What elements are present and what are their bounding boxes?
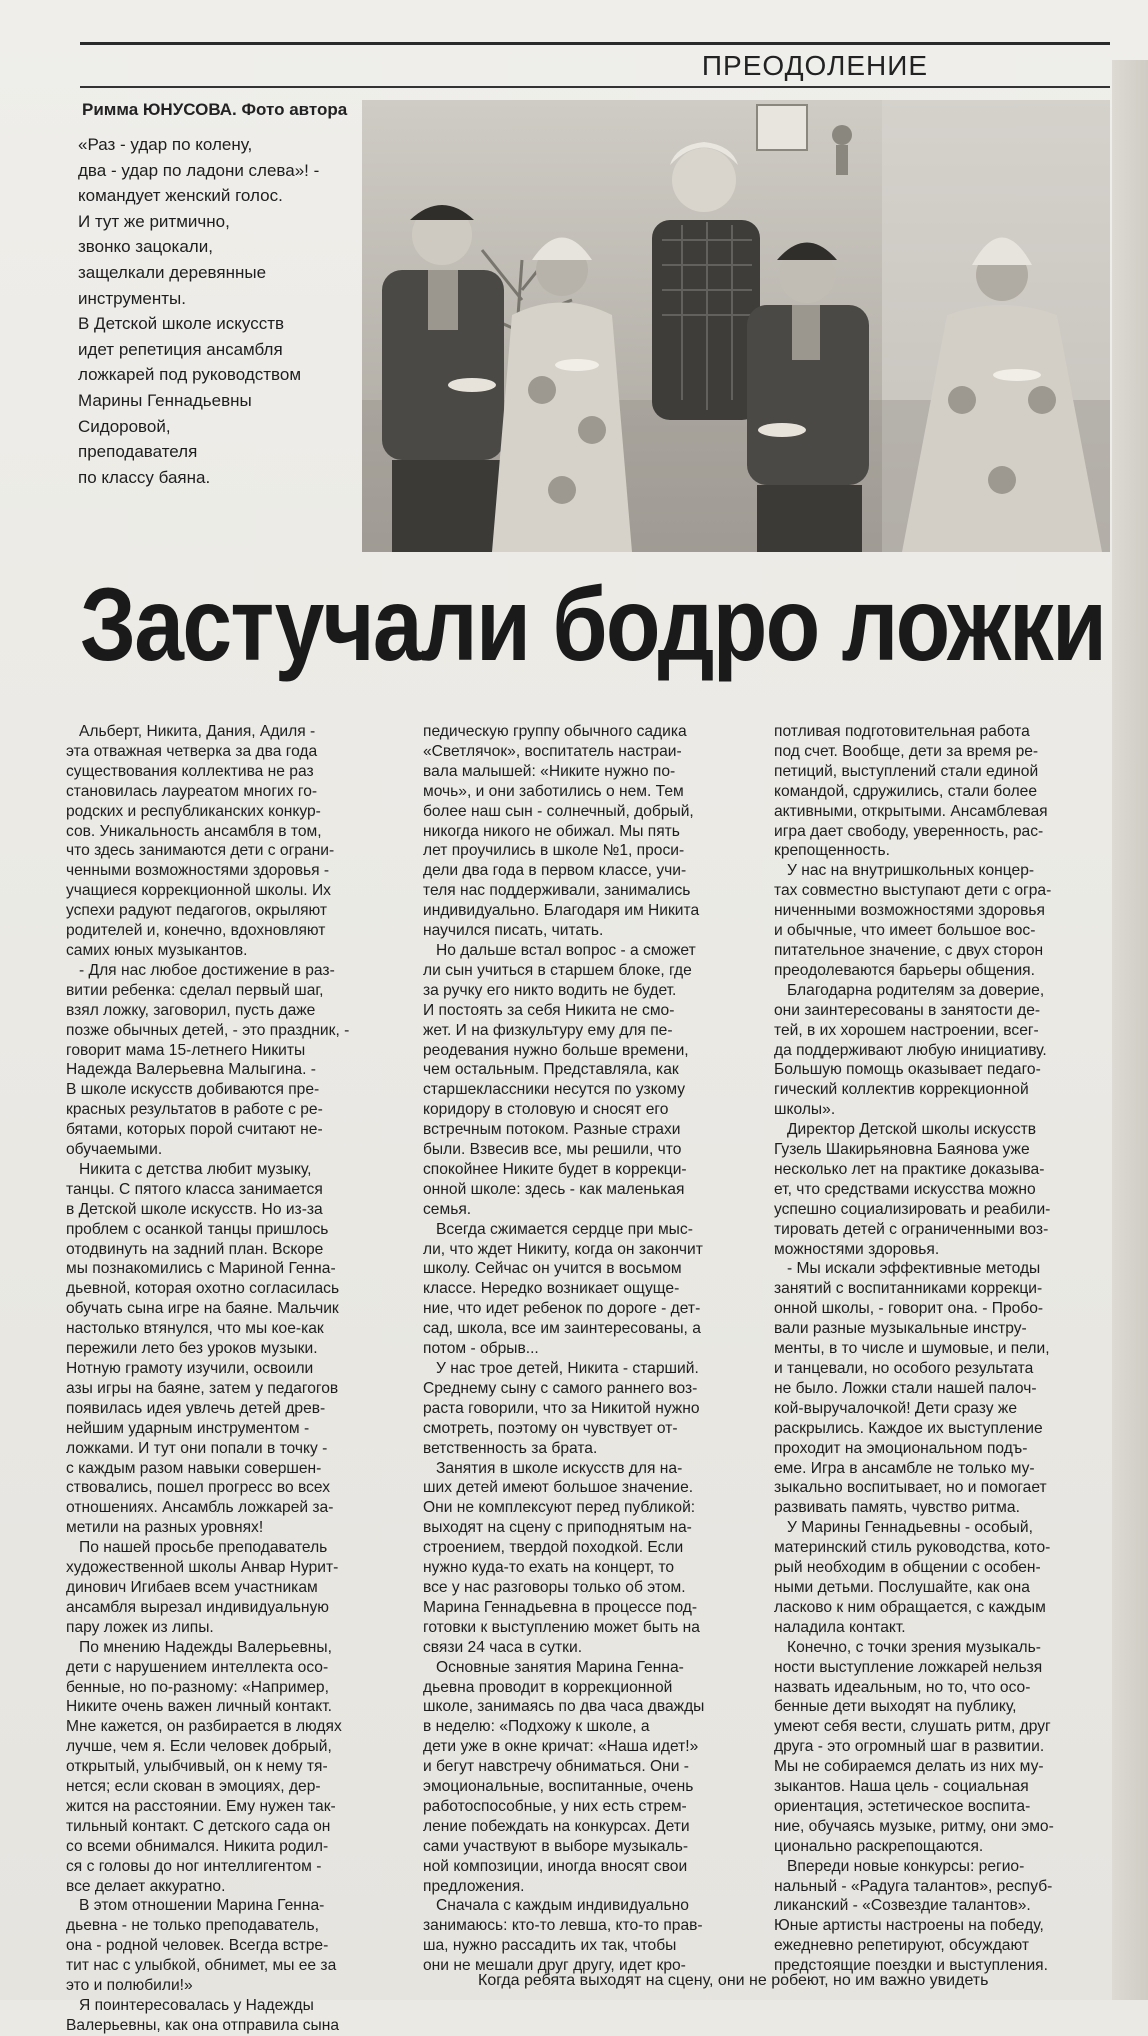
text-line: классе. Нередко возникает ощуще-: [423, 1280, 680, 1298]
text-line: активными, открытыми. Ансамблевая: [774, 802, 1048, 820]
text-line: строением, твердой походкой. Если: [423, 1539, 684, 1557]
text-line: нется; если скован в эмоциях, дер-: [66, 1778, 321, 1796]
lead-line: Марины Геннадьевны: [78, 390, 252, 410]
text-line: наладила контакт.: [774, 1618, 906, 1636]
text-line: они заинтересованы в занятости де-: [774, 1001, 1041, 1019]
text-line: школе, занимаясь по два часа дважды: [423, 1698, 705, 1716]
text-line: отношениях. Ансамбль ложкарей за-: [66, 1499, 334, 1517]
text-line: да поддерживают любую инициативу.: [774, 1041, 1047, 1059]
text-line: нужно куда-то ехать на концерт, то: [423, 1559, 675, 1577]
text-line: вали разные музыкальные инстру-: [774, 1320, 1027, 1338]
text-line: кой-выручалочкой! Дети сразу же: [774, 1399, 1018, 1417]
text-line: научился писать, читать.: [423, 922, 604, 940]
rubric-rule: [80, 86, 1110, 88]
text-line: ционально раскрепощаются.: [774, 1837, 984, 1855]
text-line: не было. Ложки стали нашей палоч-: [774, 1379, 1037, 1397]
text-line: нейшим ударным инструментом -: [66, 1419, 310, 1437]
text-line: Но дальше встал вопрос - а сможет: [423, 941, 696, 959]
text-line: мочь», и они заботились о нем. Тем: [423, 782, 684, 800]
text-line: По нашей просьбе преподаватель: [66, 1539, 328, 1557]
lead-line: ложкарей под руководством: [78, 365, 302, 385]
text-line: Юные артисты настроены на победу,: [774, 1917, 1044, 1935]
text-line: ными детьми. Послушайте, как она: [774, 1578, 1030, 1596]
text-line: и бегут навстречу обниматься. Они -: [423, 1758, 689, 1776]
text-line: танцы. С пятого класса занимается: [66, 1180, 323, 1198]
byline: Римма ЮНУСОВА. Фото автора: [82, 100, 348, 119]
text-line: в Детской школе искусств. Но из-за: [66, 1200, 323, 1218]
text-line: лет проучились в школе №1, проси-: [423, 842, 685, 860]
text-column-2: [423, 722, 775, 1976]
text-line: ет, что средствами искусства можно: [774, 1180, 1036, 1198]
text-line: Они не комплексуют перед публикой:: [423, 1499, 696, 1517]
text-line: Большую помощь оказывает педаго-: [774, 1061, 1041, 1079]
text-line: тей, в их хорошем настроении, всег-: [774, 1021, 1039, 1039]
text-line: в неделю: «Подхожу к школе, а: [423, 1718, 650, 1736]
text-line: эмоциональные, воспитанные, очень: [423, 1778, 694, 1796]
text-line: петиций, выступлений стали единой: [774, 762, 1039, 780]
text-line: Никите очень важен личный контакт.: [66, 1698, 332, 1716]
lead-line: инструменты.: [78, 288, 187, 308]
text-line: выходят на сцену с приподнятым на-: [423, 1519, 692, 1537]
text-line: все у нас разговоры только об этом.: [423, 1578, 686, 1596]
text-line: друга - это огромный шаг в развитии.: [774, 1738, 1045, 1756]
text-line: она - родной человек. Всегда встре-: [66, 1937, 329, 1955]
text-line: потом - обрыв...: [423, 1340, 539, 1358]
text-line: ние, обучаясь музыке, ритму, они эмо-: [774, 1817, 1054, 1835]
lead-line: два - удар по ладони слева»! -: [78, 160, 320, 180]
text-line: дети с нарушением интеллекта осо-: [66, 1658, 329, 1676]
text-line: вала малышей: «Никите нужно по-: [423, 762, 676, 780]
text-line: ности выступление ложкарей нельзя: [774, 1658, 1043, 1676]
text-line: под счет. Вообще, дети за время ре-: [774, 742, 1039, 760]
text-line: чем остальным. Представляла, как: [423, 1061, 679, 1079]
lead-line: «Раз - удар по колену,: [78, 135, 253, 154]
text-line: ли сын учиться в старшем блоке, где: [423, 961, 692, 979]
text-line: Мне кажется, он разбирается в людях: [66, 1718, 342, 1736]
text-line: теля нас поддерживали, занимались: [423, 882, 691, 900]
text-line: школу. Сейчас он учится в восьмом: [423, 1260, 682, 1278]
section-rubric: ПРЕОДОЛЕНИЕ: [701, 50, 929, 81]
text-line: Благодарна родителям за доверие,: [774, 981, 1045, 999]
text-line: - Мы искали эффективные методы: [774, 1260, 1041, 1278]
text-line: Валерьевны, как она отправила сына: [66, 2016, 340, 2034]
lead-line: по классу баяна.: [78, 467, 211, 487]
text-line: за ручку его никто водить не будет.: [423, 981, 677, 999]
text-line: У нас на внутришкольных концер-: [774, 862, 1035, 880]
text-line: ша, нужно рассадить их так, чтобы: [423, 1937, 677, 1955]
text-line: дети уже в окне кричат: «Наша идет!»: [423, 1738, 699, 1756]
text-line: преодолеваются барьеры общения.: [774, 961, 1035, 979]
text-line: реодевания нужно больше времени,: [423, 1041, 689, 1059]
text-line: Впереди новые конкурсы: регио-: [774, 1857, 1025, 1875]
text-line: материнский стиль руководства, кото-: [774, 1539, 1051, 1557]
top-rule: [80, 42, 1110, 45]
text-column-1: [66, 722, 418, 2036]
text-line: обучаемыми.: [66, 1141, 163, 1159]
text-line: зыкально воспитывает, но и помогает: [774, 1479, 1047, 1497]
text-line: становилась лауреатом многих го-: [66, 782, 318, 800]
text-line: сад, школа, все им заинтересованы, а: [423, 1320, 701, 1338]
lead-line: В Детской школе искусств: [78, 314, 285, 334]
text-line: открытый, улыбчивый, он к нему тя-: [66, 1758, 328, 1776]
text-line: это и полюбили!»: [66, 1977, 193, 1995]
text-line: питательное значение, с двух сторон: [774, 941, 1044, 959]
text-line: с каждым разом навыки совершен-: [66, 1459, 322, 1477]
text-line: работоспособные, у них есть стрем-: [423, 1797, 687, 1815]
text-line: витии ребенка: сделал первый шаг,: [66, 981, 324, 999]
text-line: школы».: [774, 1101, 836, 1119]
text-line: Основные занятия Марина Генна-: [423, 1658, 684, 1676]
text-line: ликанский - «Созвездие талантов».: [774, 1897, 1031, 1915]
text-line: дели два года в первом классе, учи-: [423, 862, 687, 880]
text-line: нальный - «Радуга талантов», респуб-: [774, 1877, 1053, 1895]
text-line: смотреть, поэтому он чувствует от-: [423, 1419, 678, 1437]
text-line: проблем с осанкой танцы пришлось: [66, 1220, 329, 1238]
text-line: мы познакомились с Мариной Генна-: [66, 1260, 336, 1278]
text-line: были. Взвесив все, мы решили, что: [423, 1141, 682, 1159]
text-line: рый необходим в общении с особен-: [774, 1559, 1041, 1577]
text-line: ной композиции, иногда вносят свои: [423, 1857, 688, 1875]
text-line: Всегда сжимается сердце при мыс-: [423, 1220, 693, 1238]
text-line: ориентация, эстетическое воспита-: [774, 1797, 1031, 1815]
text-line: крепощенность.: [774, 842, 890, 860]
text-line: педическую группу обычного садика: [423, 723, 687, 740]
text-line: бятами, которых порой считают не-: [66, 1121, 323, 1139]
text-line: учащиеся коррекционной школы. Их: [66, 882, 331, 900]
text-line: ансамбля вырезал индивидуальную: [66, 1598, 329, 1616]
lead-paragraph: [78, 132, 378, 490]
text-line: Нотную грамоту изучили, освоили: [66, 1360, 314, 1377]
text-line: эта отважная четверка за два года: [66, 742, 318, 760]
text-line: Гузель Шакирьяновна Баянова уже: [774, 1141, 1030, 1159]
text-line: - Для нас любое достижение в раз-: [66, 961, 335, 979]
text-line: метили на разных уровнях!: [66, 1519, 264, 1537]
text-line: лучше, чем я. Если человек добрый,: [66, 1738, 332, 1756]
text-line: ние, что идет ребенок по дороге - дет-: [423, 1300, 701, 1318]
text-line: азы игры на баяне, затем у педагогов: [66, 1379, 339, 1397]
text-line: появилась идея увлечь детей древ-: [66, 1399, 326, 1417]
continuation-line: Когда ребята выходят на сцену, они не робеют, но им важно увидеть: [478, 1972, 989, 1989]
text-line: связи 24 часа в сутки.: [423, 1638, 583, 1656]
text-line: «Светлячок», воспитатель настраи-: [423, 742, 682, 760]
text-line: и танцевали, но особого результата: [774, 1360, 1034, 1377]
text-line: Я поинтересовалась у Надежды: [66, 1997, 314, 2014]
text-column-3: [774, 722, 1126, 1976]
text-line: несколько лет на практике доказыва-: [774, 1160, 1045, 1178]
text-line: со всеми обнимался. Никита родил-: [66, 1837, 329, 1855]
text-line: ли, что ждет Никиту, когда он закончит: [423, 1240, 703, 1258]
lead-line: Сидоровой,: [78, 416, 171, 436]
text-line: динович Игибаев всем участникам: [66, 1578, 318, 1596]
text-line: они не мешали друг другу, идет кро-: [423, 1957, 686, 1975]
text-line: ветственность за брата.: [423, 1439, 598, 1457]
text-line: старшеклассники несутся по узкому: [423, 1081, 686, 1099]
text-line: развивать память, чувство ритма.: [774, 1499, 1020, 1517]
text-line: По мнению Надежды Валерьевны,: [66, 1638, 332, 1656]
text-line: успешно социализировать и реабили-: [774, 1200, 1051, 1218]
text-line: онной школы, - говорит она. - Пробо-: [774, 1300, 1044, 1318]
text-line: позже обычных детей, - это праздник, -: [66, 1021, 350, 1039]
text-line: обучать сына игре на баяне. Мальчик: [66, 1300, 339, 1318]
text-line: готовки к выступлению может быть на: [423, 1618, 700, 1636]
lead-line: идет репетиция ансамбля: [78, 339, 283, 359]
text-line: тировать детей с ограниченными воз-: [774, 1220, 1049, 1238]
text-line: игра дает свободу, уверенность, рас-: [774, 822, 1044, 840]
text-line: красных результатов в работе с ре-: [66, 1101, 323, 1119]
text-line: Альберт, Никита, Дания, Адиля -: [66, 723, 316, 740]
lead-line: защелкали деревянные: [78, 262, 267, 282]
text-line: самих юных музыкантов.: [66, 941, 248, 959]
text-line: сов. Уникальность ансамбля в том,: [66, 822, 322, 840]
text-line: онной школе: здесь - как маленькая: [423, 1180, 685, 1198]
text-line: дьевна - не только преподаватель,: [66, 1917, 319, 1935]
text-line: отодвинуть на задний план. Вскоре: [66, 1240, 324, 1258]
text-line: ласково к ним обращается, с каждым: [774, 1598, 1046, 1616]
text-line: У нас трое детей, Никита - старший.: [423, 1360, 699, 1377]
text-line: гический коллектив коррекционной: [774, 1081, 1029, 1099]
text-line: предстоящие поездки и выступления.: [774, 1957, 1048, 1975]
text-line: раста говорили, что за Никитой нужно: [423, 1399, 700, 1417]
text-line: успехи радуют педагогов, окрыляют: [66, 902, 328, 920]
text-line: сами участвуют в выборе музыкаль-: [423, 1837, 689, 1855]
text-line: спокойнее Никите будет в коррекци-: [423, 1160, 687, 1178]
text-line: художественной школы Анвар Нурит-: [66, 1559, 339, 1577]
ensemble-photo-illustration: [362, 100, 1110, 552]
text-line: тит нас с улыбкой, обнимет, мы ее за: [66, 1957, 337, 1975]
text-line: еме. Игра в ансамбле не только му-: [774, 1459, 1035, 1477]
text-line: тильный контакт. С детского сада он: [66, 1817, 331, 1835]
text-line: Директор Детской школы искусств: [774, 1121, 1037, 1139]
text-line: дьевна проводит в коррекционной: [423, 1678, 673, 1696]
text-line: занятий с воспитанниками коррекци-: [774, 1280, 1043, 1298]
text-line: бенные, но по-разному: «Например,: [66, 1678, 329, 1696]
text-line: говорит мама 15-летнего Никиты: [66, 1041, 306, 1059]
lead-line: командует женский голос.: [78, 186, 283, 206]
text-line: существования коллектива не раз: [66, 762, 314, 780]
text-line: Надежда Валерьевна Малыгина. -: [66, 1061, 316, 1079]
text-line: ся с головы до ног интеллигентом -: [66, 1857, 322, 1875]
text-line: коридору в столовую и сносят его: [423, 1101, 669, 1119]
text-line: никогда никого не обижал. Мы пять: [423, 822, 680, 840]
text-line: командой, сдружились, стали более: [774, 782, 1038, 800]
text-line: ложками. И тут они попали в точку -: [66, 1439, 328, 1457]
text-line: можностями здоровья.: [774, 1240, 940, 1258]
text-line: более наш сын - солнечный, добрый,: [423, 802, 694, 820]
text-line: У Марины Геннадьевны - особый,: [774, 1519, 1033, 1537]
text-line: родителей и, конечно, вдохновляют: [66, 922, 326, 940]
text-line: ствовались, пошел прогресс во всех: [66, 1479, 331, 1497]
text-line: Конечно, с точки зрения музыкаль-: [774, 1638, 1041, 1656]
text-line: взял ложку, заговорил, пусть даже: [66, 1001, 316, 1019]
text-line: менты, в то числе и шумовые, и пели,: [774, 1340, 1050, 1358]
text-line: настолько втянулся, что мы кое-как: [66, 1320, 324, 1338]
text-line: и обычные, что имеет большое вос-: [774, 922, 1036, 940]
text-line: Среднему сыну с самого раннего воз-: [423, 1379, 698, 1397]
text-line: дьевной, которая охотно согласилась: [66, 1280, 340, 1298]
text-line: назвать идеальным, но то, что осо-: [774, 1678, 1031, 1696]
text-line: раскрылись. Каждое их выступление: [774, 1419, 1043, 1437]
lead-line: преподавателя: [78, 442, 198, 462]
text-line: ченными возможностями здоровья -: [66, 862, 330, 880]
text-line: ниченными возможностями здоровья: [774, 902, 1045, 920]
text-line: жится на расстоянии. Ему нужен так-: [66, 1797, 336, 1815]
text-line: И постоять за себя Никита не смо-: [423, 1001, 675, 1019]
text-line: пережили лето без уроков музыки.: [66, 1340, 318, 1358]
text-line: занимаюсь: кто-то левша, кто-то прав-: [423, 1917, 703, 1935]
text-line: индивидуально. Благодаря им Никита: [423, 902, 700, 920]
text-line: родских и республиканских конкур-: [66, 802, 321, 820]
text-line: встречным потоком. Разные страхи: [423, 1121, 681, 1139]
text-line: проходит на эмоциональном подъ-: [774, 1439, 1028, 1457]
text-line: бенные дети выходят на публику,: [774, 1698, 1017, 1716]
text-line: жет. И на физкультуру ему для пе-: [423, 1021, 673, 1039]
text-line: Занятия в школе искусств для на-: [423, 1459, 683, 1477]
article-photo: [362, 100, 1110, 552]
text-line: потливая подготовительная работа: [774, 723, 1030, 740]
text-line: пару ложек из липы.: [66, 1618, 214, 1636]
lead-line: звонко зацокали,: [78, 237, 213, 257]
text-line: В этом отношении Марина Генна-: [66, 1897, 325, 1915]
text-line: В школе искусств добиваются пре-: [66, 1081, 320, 1099]
text-line: предложения.: [423, 1877, 525, 1895]
article-headline: Застучали бодро ложки: [80, 567, 1106, 683]
text-line: ление побеждать на конкурсах. Дети: [423, 1817, 690, 1835]
lead-line: И тут же ритмично,: [78, 211, 230, 231]
text-line: тах совместно выступают дети с огра-: [774, 882, 1052, 900]
text-line: Сначала с каждым индивидуально: [423, 1897, 689, 1915]
text-line: семья.: [423, 1200, 472, 1218]
text-line: все делает аккуратно.: [66, 1877, 226, 1895]
text-line: зыкантов. Наша цель - социальная: [774, 1778, 1029, 1796]
text-line: Марина Геннадьевна в процессе под-: [423, 1598, 698, 1616]
text-line: умеют себя вести, слушать ритм, друг: [774, 1718, 1051, 1736]
text-line: Мы не собираемся делать из них му-: [774, 1758, 1044, 1776]
text-line: ежедневно репетируют, обсуждают: [774, 1937, 1029, 1955]
text-line: что здесь занимаются дети с ограни-: [66, 842, 335, 860]
text-line: ших детей имеют большое значение.: [423, 1479, 694, 1497]
text-line: Никита с детства любит музыку,: [66, 1160, 312, 1178]
